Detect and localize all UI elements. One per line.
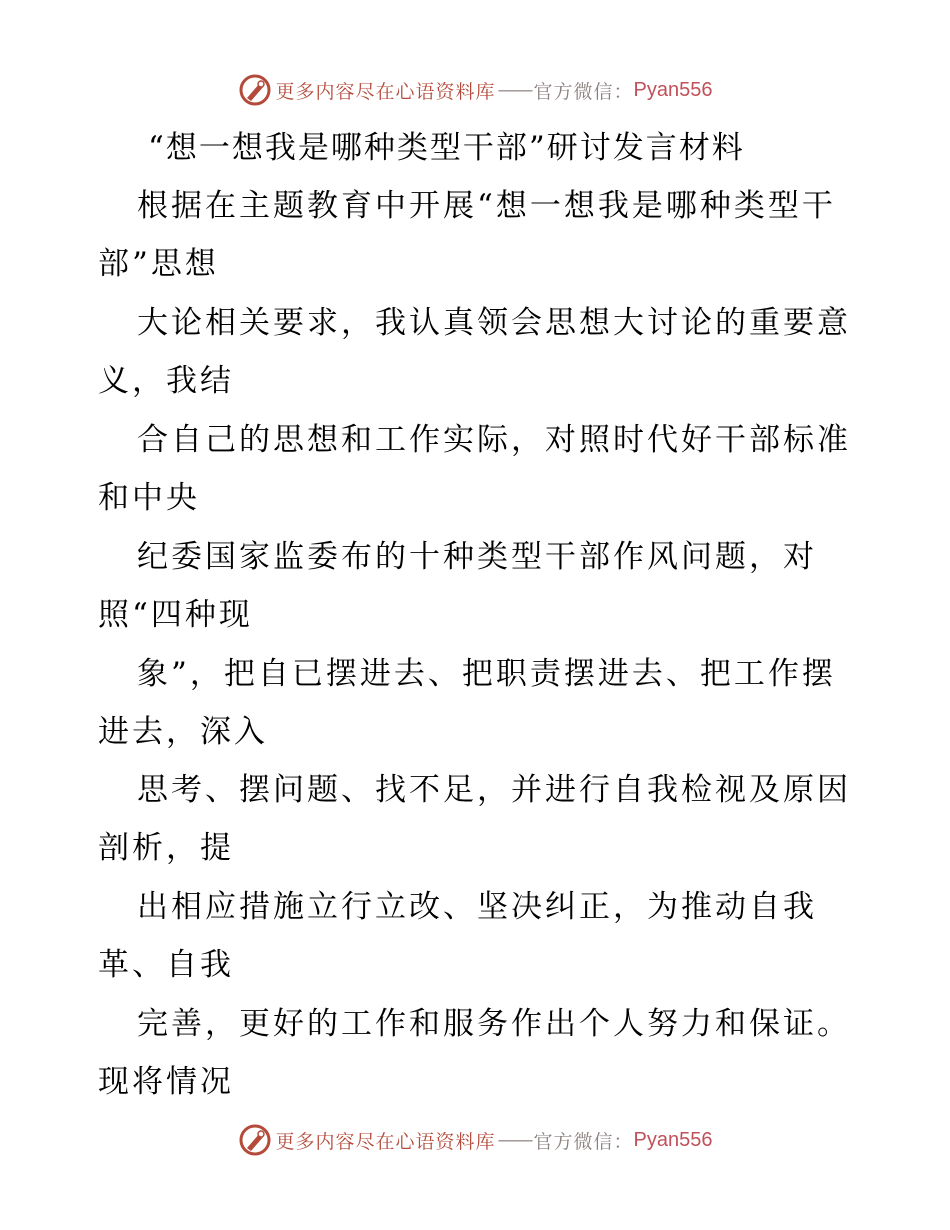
banner-dash: —— xyxy=(497,1129,532,1151)
banner-wechat-id: Pyan556 xyxy=(633,1128,713,1151)
header-watermark-banner xyxy=(0,70,950,110)
paragraph-line: 剖析，提 xyxy=(98,830,234,866)
paragraph-line: 和中央 xyxy=(98,480,200,516)
pen-logo-icon xyxy=(238,73,272,107)
banner-brand-text: 更多内容尽在心语资料库 xyxy=(275,1130,496,1153)
paragraph-line: 部”思想 xyxy=(98,246,219,282)
paragraph-line: 根据在主题教育中开展“想一想我是哪种类型干 xyxy=(137,188,836,224)
paragraph-line: 照“四种现 xyxy=(98,597,253,633)
banner-wechat-id: Pyan556 xyxy=(633,78,713,101)
paragraph-line: 纪委国家监委布的十种类型干部作风问题，对 xyxy=(137,539,817,575)
banner-brand-text: 更多内容尽在心语资料库 xyxy=(275,80,496,103)
banner-wechat-label: 官方微信： xyxy=(533,1130,634,1153)
paragraph-line: 义，我结 xyxy=(98,363,234,399)
footer-watermark-banner xyxy=(0,1120,950,1160)
paragraph-line: 象”，把自已摆进去、把职责摆进去、把工作摆 xyxy=(137,656,836,692)
banner-wechat-label: 官方微信： xyxy=(533,80,634,103)
paragraph-line: 进去，深入 xyxy=(98,714,268,750)
paragraph-line: 合自己的思想和工作实际，对照时代好干部标准 xyxy=(137,422,851,458)
banner-dash: —— xyxy=(497,79,532,101)
paragraph-line: 革、自我 xyxy=(98,947,234,983)
paragraph-line: 完善，更好的工作和服务作出个人努力和保证。 xyxy=(137,1006,851,1042)
paragraph-line: 思考、摆问题、找不足，并进行自我检视及原因 xyxy=(137,772,851,808)
pen-logo-icon xyxy=(238,1123,272,1157)
paragraph-line: 大论相关要求，我认真领会思想大讨论的重要意 xyxy=(137,305,851,341)
document-title: “想一想我是哪种类型干部”研讨发言材料 xyxy=(148,130,745,166)
paragraph-line: 出相应措施立行立改、坚决纠正，为推动自我 xyxy=(137,889,817,925)
paragraph-line: 现将情况 xyxy=(98,1064,234,1100)
